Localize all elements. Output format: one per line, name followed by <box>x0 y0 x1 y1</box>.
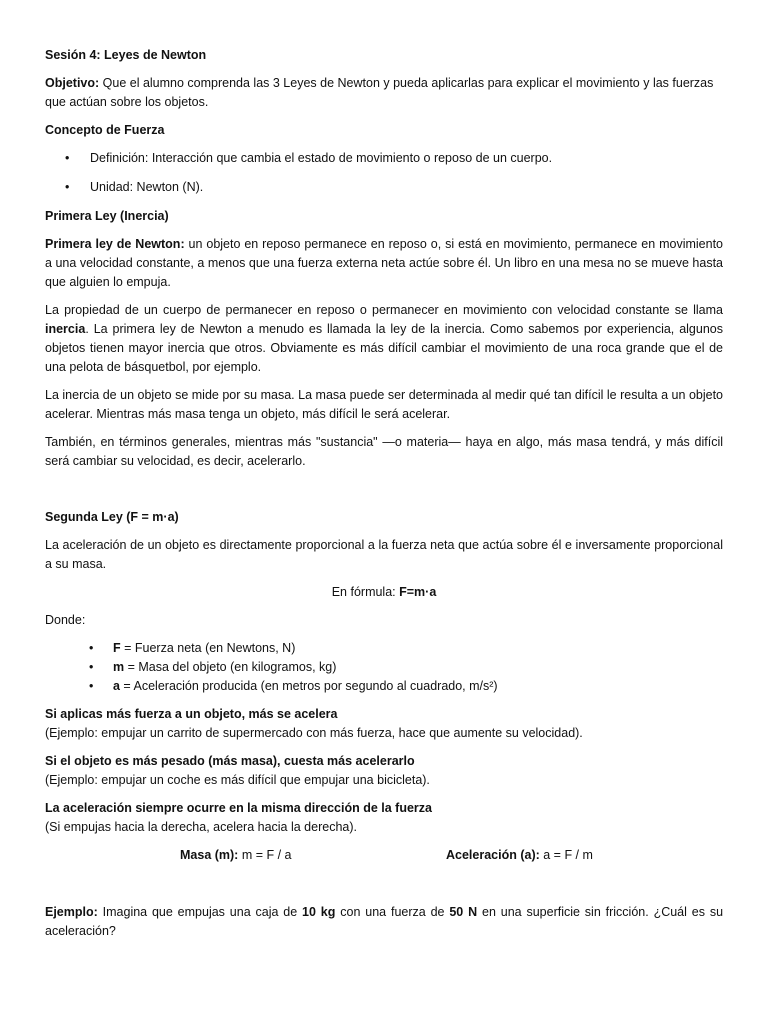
example-text-2: con una fuerza de <box>335 905 450 919</box>
formula-bold: F=m·a <box>399 585 437 599</box>
mass-formula <box>180 846 291 865</box>
mass-paragraph: La inercia de un objeto se mide por su masa. La masa puede ser determinada al medir qué tan difícil le resulta a un objeto acelerar. Mientras más masa tenga un objeto, más difícil le será acelerar. <box>45 388 723 421</box>
example-paragraph <box>45 903 723 941</box>
second-law-paragraph: La aceleración de un objeto es directamente proporcional a la fuerza neta que actúa sobre él e inversamente proporcional a su masa. <box>45 538 723 571</box>
rule-title: Si el objeto es más pesado (más masa), cuesta más acelerarlo <box>45 754 415 768</box>
rule-title: La aceleración siempre ocurre en la misma dirección de la fuerza <box>45 801 432 815</box>
bullet-icon: • <box>89 660 94 674</box>
objective-paragraph <box>45 74 723 112</box>
force-definition: Definición: Interacción que cambia el estado de movimiento o reposo de un cuerpo. <box>90 151 553 165</box>
bullet-icon: • <box>89 641 94 655</box>
objective-label: Objetivo: <box>45 76 100 90</box>
variable-symbol: m <box>113 660 125 674</box>
example-label: Ejemplo: <box>45 905 98 919</box>
list-item <box>45 639 723 658</box>
inertia-text-before: La propiedad de un cuerpo de permanecer en reposo o permanecer en movimiento con velocidad constante se llama <box>45 303 723 317</box>
force-concept-list <box>45 149 723 197</box>
acceleration-formula-label: Aceleración (a): <box>446 848 540 862</box>
rule-example: (Si empujas hacia la derecha, acelera hacia la derecha). <box>45 820 357 834</box>
first-law-text: un objeto en reposo permanece en reposo o, si está en movimiento, permanece en movimiento a una velocidad constante, a menos que una fuerza externa neta actúe sobre él. Un libro en una mesa no se mueve hasta que alguien lo empuja. <box>45 237 723 289</box>
where-label: Donde: <box>45 613 86 627</box>
formula-line <box>45 583 723 602</box>
acceleration-formula <box>446 846 593 865</box>
example-text-3: en una superficie sin fricción. ¿Cuál es su aceleración? <box>45 905 724 938</box>
derived-formulas-row <box>45 846 723 865</box>
variable-description: = Aceleración producida (en metros por segundo al cuadrado, m/s²) <box>119 679 498 693</box>
force-unit: Unidad: Newton (N). <box>90 180 204 194</box>
formula-label: En fórmula: <box>331 585 400 599</box>
list-item <box>45 677 723 696</box>
first-law-paragraph-1 <box>45 235 723 292</box>
first-law-heading: Primera Ley (Inercia) <box>45 209 169 223</box>
second-law-heading: Segunda Ley (F = m·a) <box>45 510 179 524</box>
force-concept-heading: Concepto de Fuerza <box>45 123 165 137</box>
inertia-text-after: . La primera ley de Newton a menudo es llamada la ley de la inercia. Como sabemos por experiencia, algunos objetos tienen mayor inercia que otros. Obviamente es más difícil cambiar el movimiento de una roca grande que el de una pelota de básquetbol, por ejemplo. <box>45 322 723 374</box>
bullet-icon: • <box>65 180 70 194</box>
variable-description: = Fuerza neta (en Newtons, N) <box>120 641 296 655</box>
list-item <box>45 149 723 168</box>
mass-formula-text: m = F / a <box>238 848 292 862</box>
session-title: Sesión 4: Leyes de Newton <box>45 48 207 62</box>
substance-paragraph: También, en términos generales, mientras más "sustancia" —o materia— haya en algo, más masa tendrá, y más difícil será cambiar su velocidad, es decir, acelerarlo. <box>45 435 723 468</box>
rule-title: Si aplicas más fuerza a un objeto, más se acelera <box>45 707 338 721</box>
rule-more-mass <box>45 752 723 790</box>
rule-example: (Ejemplo: empujar un carrito de supermercado con más fuerza, hace que aumente su velocidad). <box>45 726 583 740</box>
example-mass: 10 kg <box>302 905 336 919</box>
variable-symbol: F <box>113 641 121 655</box>
variable-description: = Masa del objeto (en kilogramos, kg) <box>124 660 337 674</box>
inertia-term: inercia <box>45 322 86 336</box>
rule-direction <box>45 799 723 837</box>
example-text-1: Imagina que empujas una caja de <box>97 905 303 919</box>
document-page <box>45 46 723 950</box>
bullet-icon: • <box>89 679 94 693</box>
list-item <box>45 178 723 197</box>
inertia-paragraph <box>45 301 723 377</box>
first-law-label: Primera ley de Newton: <box>45 237 185 251</box>
rule-more-force <box>45 705 723 743</box>
example-force: 50 N <box>449 905 478 919</box>
bullet-icon: • <box>65 151 70 165</box>
variables-list <box>45 639 723 696</box>
variable-symbol: a <box>113 679 120 693</box>
list-item <box>45 658 723 677</box>
rule-example: (Ejemplo: empujar un coche es más difícil que empujar una bicicleta). <box>45 773 430 787</box>
objective-text: Que el alumno comprenda las 3 Leyes de Newton y pueda aplicarlas para explicar el movimiento y las fuerzas que actúan sobre los objetos. <box>45 76 714 109</box>
mass-formula-label: Masa (m): <box>180 848 239 862</box>
acceleration-formula-text: a = F / m <box>539 848 593 862</box>
